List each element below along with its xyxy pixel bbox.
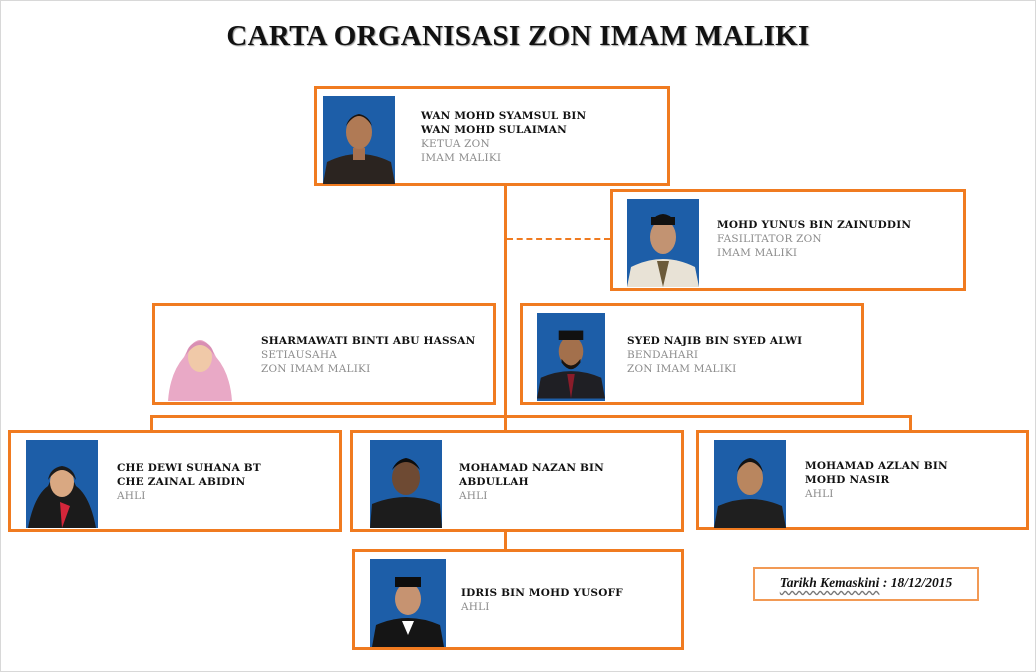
member-card-chair [314, 86, 670, 186]
portrait-photo [323, 96, 395, 184]
connector-horizontal-members [150, 415, 912, 418]
connector-trunk [504, 185, 507, 407]
last-updated-label: Tarikh Kemaskini [779, 575, 880, 590]
portrait-photo [164, 313, 236, 401]
member-name: SYED NAJIB BIN SYED ALWI [627, 335, 803, 347]
portrait-photo [537, 313, 605, 401]
member-name: IDRIS BIN MOHD YUSOFF [461, 587, 623, 599]
portrait-photo [370, 559, 446, 647]
member-name-line2: CHE ZAINAL ABIDIN [117, 476, 246, 488]
member-card-member3 [696, 430, 1029, 530]
member-name: SHARMAWATI BINTI ABU HASSAN [261, 335, 476, 347]
member-card-member2 [350, 430, 684, 532]
member-card-member1 [8, 430, 342, 532]
portrait-photo [370, 440, 442, 528]
member-role: AHLI [117, 490, 146, 502]
last-updated-separator: : [879, 575, 891, 590]
member-name-line2: MOHD NASIR [805, 474, 890, 486]
member-name: WAN MOHD SYAMSUL BIN [421, 110, 587, 122]
last-updated-date: 18/12/2015 [890, 575, 953, 590]
member-card-secretary [152, 303, 496, 405]
member-role: AHLI [459, 490, 488, 502]
member-name: CHE DEWI SUHANA BT [117, 462, 261, 474]
member-info [461, 586, 623, 614]
member-role: BENDAHARI [627, 349, 699, 361]
member-info [117, 461, 261, 503]
chart-title: CARTA ORGANISASI ZON IMAM MALIKI [226, 20, 810, 52]
portrait-photo [26, 440, 98, 528]
member-role: SETIAUSAHA [261, 349, 337, 361]
member-info [717, 218, 911, 260]
member-info [459, 461, 604, 503]
member-role: FASILITATOR ZON [717, 233, 822, 245]
member-card-treasurer [520, 303, 864, 405]
member-name-line2: WAN MOHD SULAIMAN [421, 124, 567, 136]
member-role: AHLI [461, 601, 490, 613]
connector-facilitator-dashed [507, 238, 610, 240]
member-name: MOHD YUNUS BIN ZAINUDDIN [717, 219, 912, 231]
portrait-photo [714, 440, 786, 528]
member-card-member4 [352, 549, 684, 650]
member-name: MOHAMAD NAZAN BIN [459, 462, 604, 474]
connector-center-down [504, 405, 507, 432]
member-name-line2: ABDULLAH [459, 476, 529, 488]
member-info [261, 334, 475, 376]
member-role: KETUA ZON [421, 138, 490, 150]
last-updated-box [753, 567, 979, 601]
member-info [421, 109, 586, 165]
member-role-line2: ZON IMAM MALIKI [627, 363, 737, 375]
member-info [805, 459, 948, 501]
portrait-photo [627, 199, 699, 287]
connector-bottom [504, 531, 507, 551]
member-role-line2: IMAM MALIKI [421, 152, 502, 164]
member-role-line2: IMAM MALIKI [717, 247, 798, 259]
member-role-line2: ZON IMAM MALIKI [261, 363, 371, 375]
member-name: MOHAMAD AZLAN BIN [805, 460, 948, 472]
member-role: AHLI [805, 488, 834, 500]
member-info [627, 334, 802, 376]
member-card-facilitator [610, 189, 966, 291]
